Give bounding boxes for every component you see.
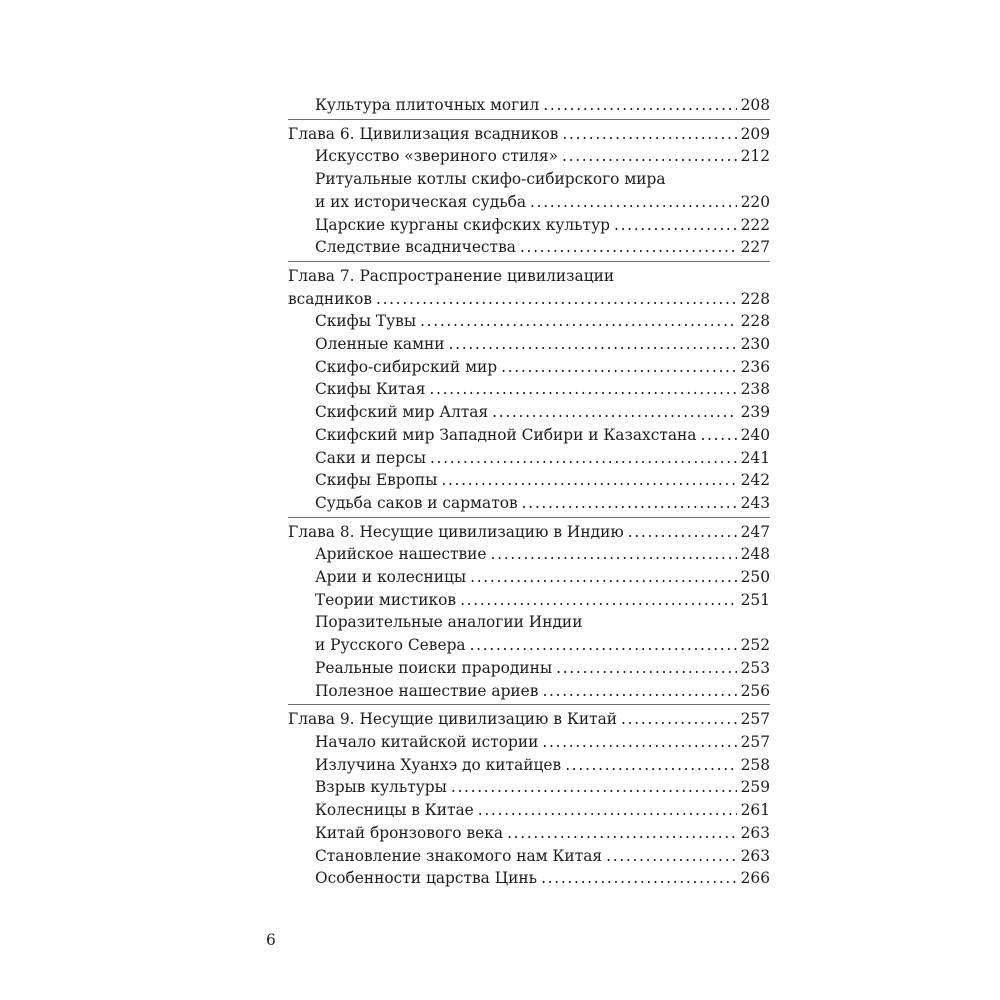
- entry-title: и Русского Севера: [315, 636, 466, 655]
- dot-leader: [470, 566, 736, 589]
- dot-leader: [614, 214, 737, 237]
- entry-title: Скифский мир Западной Сибири и Казахстана: [315, 425, 697, 444]
- dot-leader: [429, 378, 736, 401]
- toc-chapter-entry[interactable]: [288, 265, 770, 310]
- entry-title: Глава 9. Несущие цивилизацию в Китай: [288, 710, 618, 729]
- dot-leader: [441, 469, 736, 492]
- entry-title: и их историческая судьба: [315, 192, 527, 211]
- entry-page-number: 242: [740, 471, 770, 490]
- entry-page-number: 250: [740, 568, 770, 587]
- entry-page-number: 259: [740, 778, 770, 797]
- toc-section-entry[interactable]: [288, 731, 770, 754]
- toc-section-entry[interactable]: [288, 469, 770, 492]
- dot-leader: [520, 236, 737, 259]
- toc-section-entry[interactable]: [288, 867, 770, 890]
- toc-section-entry[interactable]: [288, 356, 770, 379]
- dot-leader: [478, 799, 737, 822]
- toc-section-entry[interactable]: [288, 492, 770, 515]
- toc-section-entry[interactable]: [288, 94, 770, 117]
- entry-title: Судьба саков и сарматов: [315, 493, 518, 512]
- entry-title: Скифы Китая: [315, 380, 426, 399]
- dot-leader: [565, 754, 736, 777]
- dot-leader: [556, 657, 736, 680]
- dot-leader: [449, 333, 737, 356]
- entry-title: Колесницы в Китае: [315, 801, 474, 820]
- entry-page-number: 220: [740, 192, 770, 211]
- entry-title: Становление знакомого нам Китая: [315, 846, 603, 865]
- dot-leader: [606, 845, 737, 868]
- toc-section-entry[interactable]: [288, 680, 770, 703]
- dot-leader: [530, 191, 737, 214]
- dot-leader: [492, 401, 736, 424]
- toc-section-entry[interactable]: [288, 378, 770, 401]
- entry-title-line1: Ритуальные котлы скифо-сибирского мира: [315, 170, 666, 189]
- entry-title: Китай бронзового века: [315, 823, 504, 842]
- entry-title: всадников: [288, 289, 373, 308]
- toc-section-entry[interactable]: [288, 799, 770, 822]
- entry-page-number: 256: [740, 681, 770, 700]
- entry-title: Излучина Хуанхэ до китайцев: [315, 755, 562, 774]
- entry-page-number: 257: [740, 732, 770, 751]
- toc-section-entry[interactable]: [288, 566, 770, 589]
- entry-page-number: 252: [740, 636, 770, 655]
- entry-page-number: 263: [740, 823, 770, 842]
- dot-leader: [543, 94, 736, 117]
- entry-title: Искусство «звериного стиля»: [315, 147, 559, 166]
- toc-chapter-entry[interactable]: [288, 708, 770, 731]
- toc-section-entry[interactable]: [288, 333, 770, 356]
- entry-title: Скифский мир Алтая: [315, 403, 489, 422]
- dot-leader: [522, 492, 737, 515]
- chapter-separator: [288, 119, 770, 120]
- dot-leader: [700, 424, 736, 447]
- entry-title: Следствие всадничества: [315, 238, 516, 257]
- toc-chapter-entry[interactable]: [288, 521, 770, 544]
- toc-section-entry[interactable]: [288, 401, 770, 424]
- dot-leader: [430, 447, 737, 470]
- toc-section-entry[interactable]: [288, 776, 770, 799]
- entry-page-number: 222: [740, 215, 770, 234]
- chapter-separator: [288, 517, 770, 518]
- entry-title: Взрыв культуры: [315, 778, 447, 797]
- entry-page-number: 251: [740, 590, 770, 609]
- entry-title: Саки и персы: [315, 448, 426, 467]
- toc-section-entry[interactable]: [288, 611, 770, 656]
- toc-section-entry[interactable]: [288, 168, 770, 213]
- dot-leader: [501, 356, 736, 379]
- dot-leader: [451, 776, 737, 799]
- entry-title: Царские курганы скифских культур: [315, 215, 610, 234]
- entry-page-number: 258: [740, 755, 770, 774]
- toc-section-entry[interactable]: [288, 845, 770, 868]
- chapter-separator: [288, 261, 770, 262]
- toc-section-entry[interactable]: [288, 589, 770, 612]
- entry-title: Начало китайской истории: [315, 732, 539, 751]
- entry-page-number: 248: [740, 545, 770, 564]
- dot-leader: [376, 288, 737, 311]
- entry-page-number: 257: [740, 710, 770, 729]
- dot-leader: [507, 822, 737, 845]
- toc-section-entry[interactable]: [288, 447, 770, 470]
- dot-leader: [628, 521, 737, 544]
- entry-title: Арии и колесницы: [315, 568, 467, 587]
- dot-leader: [470, 634, 737, 657]
- entry-page-number: 228: [740, 289, 770, 308]
- entry-title: Особенности царства Цинь: [315, 869, 538, 888]
- entry-title: Арийское нашествие: [315, 545, 487, 564]
- entry-page-number: 247: [740, 522, 770, 541]
- dot-leader: [542, 680, 736, 703]
- entry-title: Скифы Европы: [315, 471, 438, 490]
- entry-page-number: 263: [740, 846, 770, 865]
- entry-page-number: 230: [740, 335, 770, 354]
- entry-title: Глава 8. Несущие цивилизацию в Индию: [288, 522, 624, 541]
- entry-title: Теории мистиков: [315, 590, 457, 609]
- entry-page-number: 266: [740, 869, 770, 888]
- dot-leader: [460, 589, 737, 612]
- toc-section-entry[interactable]: [288, 214, 770, 237]
- entry-title-line1: Поразительные аналогии Индии: [315, 613, 583, 632]
- entry-title: Оленные камни: [315, 335, 445, 354]
- entry-page-number: 243: [740, 493, 770, 512]
- chapter-separator: [288, 704, 770, 705]
- entry-page-number: 241: [740, 448, 770, 467]
- toc-section-entry[interactable]: [288, 424, 770, 447]
- dot-leader: [491, 543, 737, 566]
- toc-section-entry[interactable]: [288, 310, 770, 333]
- entry-title: Полезное нашествие ариев: [315, 681, 539, 700]
- dot-leader: [542, 731, 736, 754]
- entry-page-number: 238: [740, 380, 770, 399]
- entry-title: Скифы Тувы: [315, 312, 417, 331]
- table-of-contents: [288, 94, 770, 890]
- entry-page-number: 227: [740, 238, 770, 257]
- toc-section-entry[interactable]: [288, 822, 770, 845]
- entry-page-number: 236: [740, 357, 770, 376]
- entry-title: Скифо-сибирский мир: [315, 357, 498, 376]
- entry-title: Реальные поиски прародины: [315, 658, 553, 677]
- toc-chapter-entry[interactable]: [288, 123, 770, 146]
- entry-page-number: 253: [740, 658, 770, 677]
- entry-title-line1: Глава 7. Распространение цивилизации: [288, 266, 615, 285]
- toc-section-entry[interactable]: [288, 236, 770, 259]
- dot-leader: [562, 123, 736, 146]
- dot-leader: [420, 310, 737, 333]
- dot-leader: [541, 867, 737, 890]
- entry-title: Глава 6. Цивилизация всадников: [288, 124, 559, 143]
- dot-leader: [621, 708, 737, 731]
- entry-title: Культура плиточных могил: [315, 96, 540, 114]
- entry-page-number: 212: [740, 147, 770, 166]
- toc-section-entry[interactable]: [288, 543, 770, 566]
- page-number: 6: [266, 931, 276, 949]
- dot-leader: [562, 145, 737, 168]
- toc-section-entry[interactable]: [288, 657, 770, 680]
- entry-page-number: 208: [740, 96, 770, 114]
- entry-page-number: 239: [740, 403, 770, 422]
- entry-page-number: 209: [740, 124, 770, 143]
- entry-page-number: 261: [740, 801, 770, 820]
- entry-page-number: 240: [740, 425, 770, 444]
- toc-section-entry[interactable]: [288, 145, 770, 168]
- toc-section-entry[interactable]: [288, 754, 770, 777]
- entry-page-number: 228: [740, 312, 770, 331]
